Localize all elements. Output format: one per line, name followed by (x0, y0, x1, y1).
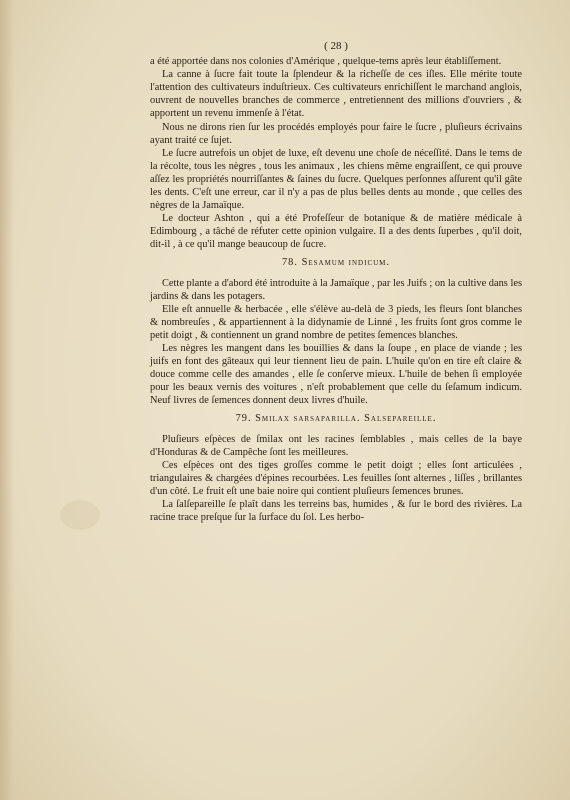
text-column (150, 40, 522, 524)
paragraph: La canne à ſucre fait toute la ſplendeur & la richeſſe de ces iſles. Elle mérite toute l'attention des cultivateurs induſtrieux. Ces cultivateurs enrichiſſent le marchand anglois, ouvrent de nouvelles branches de commerce , entretiennent des millions d'ouvriers , & apportent un revenu immenſe à l'état. (150, 69, 522, 120)
section-heading-78: 78. Sesamum indicum. (281, 256, 390, 268)
section-heading-79: 79. Smilax sarsaparilla. Salſepareille. (235, 412, 437, 424)
paragraph: Elle eſt annuelle & herbacée , elle s'élève au-delà de 3 pieds, les fleurs ſont blanches & nombreuſes , & appartiennent à la didynamie de Linné , les fruits ſont gros comme le petit doigt , & contiennent un grand nombre de petites ſemences blanches. (150, 303, 522, 341)
paragraph: Pluſieurs eſpèces de ſmilax ont les racines ſemblables , mais celles de la baye d'Honduras & de Campêche ſont les meilleures. (150, 433, 522, 458)
paragraph: La ſalſepareille ſe plaît dans les terreins bas, humides , & ſur le bord des rivières. La racine trace preſque ſur la ſurface du ſol. Les herbo- (150, 499, 522, 524)
paragraph: Les nègres les mangent dans les bouillies & dans la ſoupe , en place de viande ; les juifs en font des gâteaux qui leur tiennent lieu de pain. L'huile qu'on en tire eſt claire & douce comme celle des amandes , elle ſe conſerve mieux. L'huile de behen ſi employée pour les beaux vernis des voitures , n'eſt probablement que celle du ſeſamum indicum. Neuf livres de ſemences donnent deux livres d'huile. (150, 343, 522, 407)
page-number: ( 28 ) (324, 40, 348, 52)
paragraph: Cette plante a d'abord été introduite à la Jamaïque , par les Juifs ; on la cultive dans les jardins & dans les potagers. (150, 277, 522, 302)
paragraph: Le ſucre autrefois un objet de luxe, eſt devenu une choſe de néceſſité. Dans le tems de la récolte, tous les nègres , tous les animaux , les chiens même engraiſſent, ce qui prouve aſſez les propriétés nourriſſantes & ſaines du ſucre. Quelques perſonnes aſſurent qu'il gâte les dents. C'eſt une erreur, car il n'y a pas de plus belles dents au monde , que celles des nègres de la Jamaïque. (150, 147, 522, 212)
paragraph: a été apportée dans nos colonies d'Amérique , quelque-tems après leur établiſſement. (150, 56, 502, 68)
page-fold-shadow (0, 0, 14, 800)
paragraph: Ces eſpèces ont des tiges groſſes comme le petit doigt ; elles ſont articulées , triangulaires & chargées d'épines recourbées. Les feuilles ſont alternes , liſſes , brillantes d'un côté. Le fruit eſt une baie noire qui contient pluſieurs ſemences brunes. (150, 459, 522, 497)
paragraph: Nous ne dirons rien ſur les procédés employés pour faire le ſucre , pluſieurs écrivains ayant traité ce ſujet. (150, 121, 522, 146)
paragraph: Le docteur Ashton , qui a été Profeſſeur de botanique & de matière médicale à Edimbourg , a tâché de réfuter cette opinion vulgaire. Il a des dents ſuperbes , qu'il doit, dit-il , à ce qu'il mange beaucoup de ſucre. (150, 213, 522, 251)
paper-stain (60, 500, 100, 530)
